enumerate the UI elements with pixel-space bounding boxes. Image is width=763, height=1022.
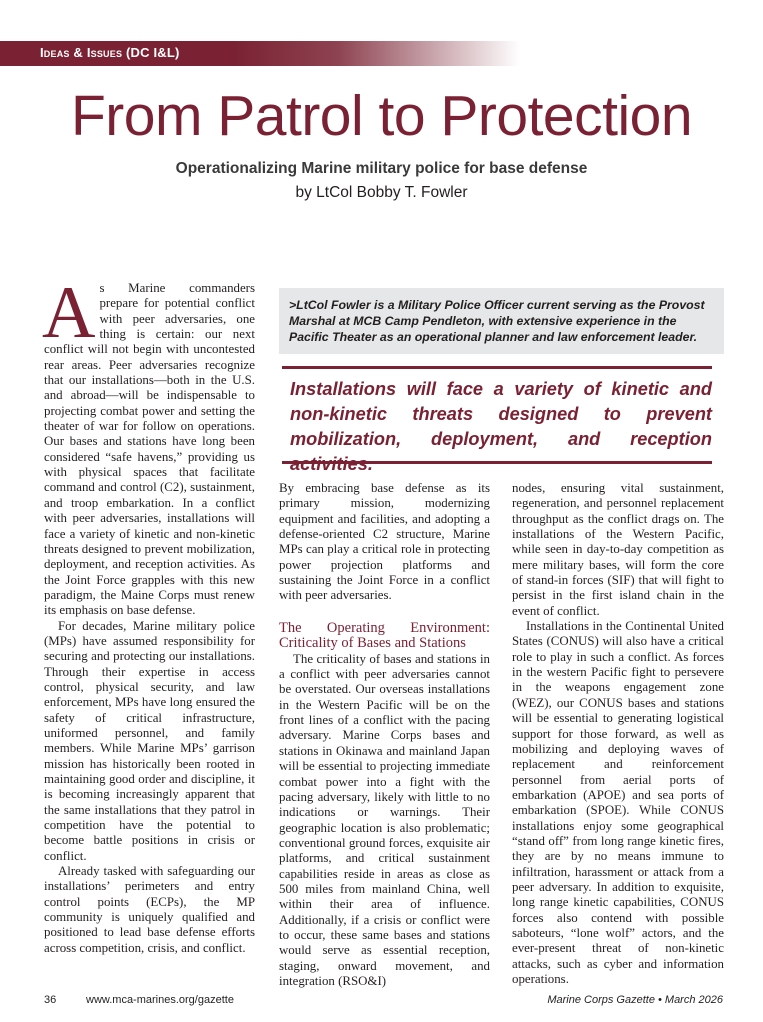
paragraph: Already tasked with safeguarding our installations’ perimeters and entry control points (ECPs), the MP community is uniquely qualified and positioned to lead base defense efforts across competition, crisis, and conflict. [44,864,255,955]
paragraph: The criticality of bases and stations in a conflict with peer adversaries cannot be overstated. Our overseas installations in the Western Pacific will be on the front lines of a conflict with the pacing adversary. Marine Corps bases and stations in Okinawa and mainland Japan will be essential to projecting immediate combat power into a fight with the pacing adversary, likely with little to no indications or warnings. Their geographic location is also problematic; conventional ground forces, exquisite air platforms, and critical sustainment capabilities reside in areas as close as 500 miles from mainland China, well within their area of influence. Additionally, if a crisis or conflict were to occur, these same bases and stations would serve as essential reception, staging, onward movement, and integration (RSO&I) [279,651,490,988]
section-heading: The Operating Environment: Criticality of Bases and Stations [279,619,490,652]
author-bio: >LtCol Fowler is a Military Police Officer current serving as the Provost Marshal at MCB Camp Pendleton, with extensive experience in the Pacific Theater as an operational planner and law enforcement leader. [279,288,724,354]
opening-paragraph [42,272,255,619]
pull-quote-text: Installations will face a variety of kinetic and non-kinetic threats designed to prevent mobilization, deployment, and reception activities. [290,379,712,474]
page-number: 36 [44,994,57,1006]
article-subtitle: Operationalizing Marine military police for base defense [175,160,588,177]
article-title: From Patrol to Protection [70,84,693,148]
footer-publication: Marine Corps Gazette • March 2026 [547,994,723,1006]
paragraph: nodes, ensuring vital sustainment, regeneration, and personnel replacement throughput as the conflict drags on. The installations of the Western Pacific, while seen in day-to-day competition as mere military bases, will form the core of stand-in forces (SIF) that will fight to persist in the first island chain in the event of conflict. [512,481,724,618]
byline: by LtCol Bobby T. Fowler [295,184,468,201]
body-column-1 [42,272,255,956]
section-tag: Ideas & Issues (DC I&L) [40,45,180,60]
body-column-3 [512,481,724,987]
paragraph: Installations in the Continental United States (CONUS) will also have a critical role to play in such a conflict. As forces in the western Pacific fight to persevere in the weapons engagement zone (WEZ), our CONUS bases and stations will be essential to generating logistical support for those forward, as well as mobilizing and deploying waves of replacement and reinforcement personnel from aerial ports of embarkation (APOE) and sea ports of embarkation (SPOE). While CONUS installations enjoy some geographical “stand off” from long range kinetic fires, they are by no means immune to infiltration, harassment or attack from a peer adversary. In addition to exquisite, long range kinetic capabilities, CONUS forces also contend with possible saboteurs, “lone wolf” actors, and the ever-present threat of non-kinetic attacks, such as cyber and information operations. [512,619,724,986]
paragraph-text: s Marine commanders prepare for potential conflict with peer adversaries, one thing is certain: our next conflict will not begin with uncontested rear areas. Peer adversaries recognize that our installations—both in the U.S. and abroad—will be indispensable to projecting combat power and setting the theater of war for follow on operations. Our bases and stations have long been considered “safe havens,” providing us with physical spaces that facilitate command and control (C2), sustainment, and troop embarkation. In a conflict with peer adversaries, installations will face a variety of kinetic and non-kinetic threats designed to prevent mobilization, deployment, and reception activities. As the Joint Force grapples with this new paradigm, the Maine Corps must renew its emphasis on base defense. [44,281,255,618]
paragraph: For decades, Marine military police (MPs) have assumed responsibility for securing and protecting our installations. Through their expertise in access control, physical security, and law enforcement, MPs have long ensured the safety of critical infrastructure, uniformed personnel, and family members. While Marine MPs’ garrison mission has historically been rooted in maintaining good order and discipline, it is becoming increasingly apparent that the same installations that they patrol in competition have the potential to become battle positions in crisis or conflict. [44,618,255,863]
section-banner [0,41,520,66]
body-column-2 [279,481,490,989]
drop-cap: A [42,272,96,354]
pull-quote [282,366,712,474]
footer-url[interactable]: www.mca-marines.org/gazette [86,994,234,1006]
paragraph: By embracing base defense as its primary mission, modernizing equipment and facilities, and adopting a defense-oriented C2 structure, Marine MPs can play a critical role in protecting power projection platforms and sustaining the Joint Force in a conflict with peer adversaries. [279,481,490,603]
